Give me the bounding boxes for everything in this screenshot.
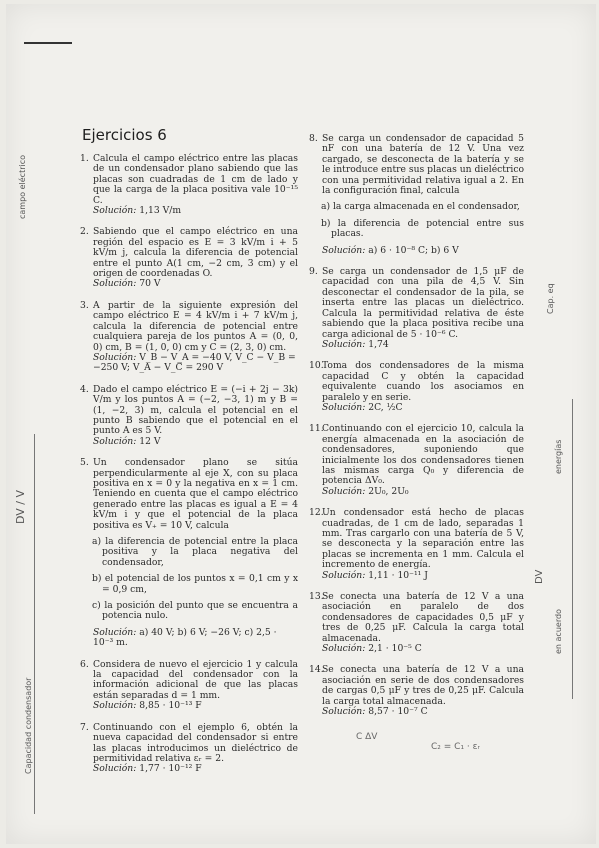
pen-mark xyxy=(24,42,72,44)
handwritten-note: C₂ = C₁ · εᵣ xyxy=(431,742,480,752)
solution-label: Solución: xyxy=(322,485,366,497)
exercise-text: Continuando con el ejemplo 6, obtén la nueva capacidad del condensador si entre las placas introducimos un dieléctrico de permitividad relativa εᵣ = 2. xyxy=(93,721,298,764)
exercise-item xyxy=(309,424,524,497)
exercise-solution xyxy=(322,340,524,350)
solution-value: V_B − V_A = −40 V, V_C − V_B = −250 V; V_A − V_C = 290 V xyxy=(93,351,296,374)
exercise-number: 1. xyxy=(80,153,89,164)
exercise-subitem xyxy=(92,600,298,622)
exercise-number: 10. xyxy=(309,360,324,372)
solution-value: a) 6 · 10⁻⁸ C; b) 6 V xyxy=(368,244,459,256)
solution-label: Solución: xyxy=(93,700,137,712)
exercise-number: 12. xyxy=(309,507,324,519)
exercise-number: 7. xyxy=(80,721,89,733)
handwritten-note: C ΔV xyxy=(356,732,378,742)
solution-label: Solución: xyxy=(93,278,137,290)
exercise-item xyxy=(309,592,524,654)
exercise-subitem xyxy=(321,217,525,240)
exercise-solution xyxy=(322,571,524,581)
solution-value: 1,77 · 10⁻¹² F xyxy=(139,763,202,775)
exercise-number: 4. xyxy=(80,383,89,395)
exercise-item xyxy=(80,723,298,775)
solution-value: 12 V xyxy=(139,435,161,447)
exercise-text: Se conecta una batería de 12 V a una asociación en serie de dos condensadores de cargas 0,5 μF y tres de 0,25 μF. Calcula la carga total almacenada. xyxy=(322,664,524,707)
exercise-text: Se conecta una batería de 12 V a una asociación en paralelo de dos condensadores de capacidades 0,5 μF y tres de 0,25 μF. Calcula la carga total almacenada. xyxy=(322,591,524,644)
exercise-number: 8. xyxy=(309,133,318,144)
exercise-text: Se carga un condensador de capacidad 5 nF con una batería de 12 V. Una vez cargado, se desconecta de la batería y se le introduce entre sus placas un dieléctrico con una permitividad relativa igual a 2. En la configuración final, calcula xyxy=(322,133,524,197)
exercise-text: Un condensador plano se sitúa perpendicularmente al eje X, con su placa positiva en x = 0 y la negativa en x = 1 cm. Teniendo en cuenta que el campo eléctrico generado entre las placas es igual a E = 4 kV/m i y que el potencial de la placa positiva es V₊ = 10 V, calcula xyxy=(93,457,298,531)
subitem-label: a) xyxy=(92,536,102,547)
exercise-item xyxy=(309,134,524,256)
exercise-number: 13. xyxy=(309,591,324,603)
page-title: Ejercicios 6 xyxy=(82,126,167,144)
exercise-solution xyxy=(322,487,524,497)
solution-label: Solución: xyxy=(93,205,137,217)
handwritten-note: en acuerdo xyxy=(554,609,563,654)
solution-label: Solución: xyxy=(322,401,366,413)
solution-label: Solución: xyxy=(322,643,366,655)
exercise-text: Continuando con el ejercicio 10, calcula la energía almacenada en la asociación de condensadores, suponiendo que inicialmente los dos condensadores tienen las mismas carga Q₀ y diferencia de potencia ΔV₀. xyxy=(322,423,524,487)
solution-value: 8,85 · 10⁻¹³ F xyxy=(139,700,202,712)
exercise-text: Considera de nuevo el ejercicio 1 y calcula la capacidad del condensador con la información adicional de que las placas están separadas d = 1 mm. xyxy=(93,658,298,701)
exercise-number: 11. xyxy=(309,423,324,435)
exercise-solution xyxy=(322,403,524,413)
exercise-solution xyxy=(93,206,298,216)
handwritten-note: DV / V xyxy=(14,489,27,524)
exercise-text: Un condensador está hecho de placas cuadradas, de 1 cm de lado, separadas 1 mm. Tras cargarlo con una batería de 5 V, se desconecta y la separación entre las placas se incrementa en 1 mm. Calcula el incremento de energía. xyxy=(322,507,524,571)
solution-label: Solución: xyxy=(93,351,137,363)
exercise-item xyxy=(80,301,298,374)
solution-value: 2,1 · 10⁻⁵ C xyxy=(368,643,422,655)
exercise-solution xyxy=(322,644,524,654)
exercise-item xyxy=(309,665,524,717)
exercise-text: Dado el campo eléctrico E = (−i + 2j − 3k) V/m y los puntos A = (−2, −3, 1) m y B = (1, −2, 3) m, calcula el potencial en el punto B sabiendo que el potencial en el punto A es 5 V. xyxy=(93,383,298,437)
solution-value: a) 40 V; b) 6 V; −26 V; c) 2,5 · 10⁻³ m. xyxy=(93,626,277,649)
exercise-solution xyxy=(93,764,298,774)
exercise-item xyxy=(80,154,298,216)
solution-value: 2U₀, 2U₀ xyxy=(368,485,409,497)
exercise-subitem xyxy=(92,573,299,595)
subitem-label: b) xyxy=(92,573,102,585)
left-column xyxy=(80,154,298,786)
exercise-number: 5. xyxy=(80,457,89,469)
solution-value: 1,13 V/m xyxy=(139,205,182,217)
exercise-solution xyxy=(93,353,298,374)
subitem-text: la carga almacenada en el condensador, xyxy=(332,201,520,213)
exercise-text: Se carga un condensador de 1,5 μF de capacidad con una pila de 4,5 V. Sin desconectar el condensador de la pila, se inserta entre las placas un dieléctrico. Calcula la permitividad relativa de éste sabiendo que la placa positiva recibe una carga adicional de 5 · 10⁻⁶ C. xyxy=(322,266,524,340)
subitem-text: la diferencia de potencial entre la placa positiva y la placa negativa del condensador, xyxy=(102,536,298,568)
exercise-solution xyxy=(93,279,298,289)
exercise-item xyxy=(309,267,524,350)
solution-label: Solución: xyxy=(322,244,366,256)
right-column xyxy=(309,134,524,729)
subitem-label: a) xyxy=(321,201,331,213)
exercise-text: Calcula el campo eléctrico entre las placas de un condensador plano sabiendo que las placas son cuadradas de 1 cm de lado y que la carga de la placa positiva vale 10⁻¹⁵ C. xyxy=(93,153,298,206)
solution-label: Solución: xyxy=(93,626,137,638)
exercise-number: 14. xyxy=(309,664,324,676)
exercise-subitem xyxy=(321,201,524,213)
handwritten-note: Cap. eq xyxy=(546,283,555,314)
exercise-solution xyxy=(93,628,298,649)
exercise-number: 6. xyxy=(80,658,89,670)
solution-value: 2C, ½C xyxy=(368,401,403,413)
exercise-text: Toma dos condensadores de la misma capacidad C y obtén la capacidad equivalente cuando los asociamos en paralelo y en serie. xyxy=(322,360,524,403)
handwritten-note: campo eléctrico xyxy=(18,154,27,219)
exercise-text: Sabiendo que el campo eléctrico en una región del espacio es E = 3 kV/m i + 5 kV/m j, calcula la diferencia de potencial entre el punto A(1 cm, −2 cm, 3 cm) y el origen de coordenadas O. xyxy=(93,226,298,280)
handwritten-note: Capacidad condensador xyxy=(24,677,33,774)
document-sheet xyxy=(6,4,596,844)
exercise-item xyxy=(80,385,298,447)
bracket-line xyxy=(572,399,573,699)
subitem-text: la posición del punto que se encuentra a potencia nulo. xyxy=(102,600,298,622)
subitem-label: b) xyxy=(321,217,331,229)
exercise-solution xyxy=(322,707,524,717)
exercise-item xyxy=(309,361,524,413)
bracket-line xyxy=(34,434,35,814)
exercise-text: A partir de la siguiente expresión del campo eléctrico E = 4 kV/m i + 7 kV/m j, calcula la diferencia de potencial entre cualquiera pareja de los puntos A = (0, 0, 0) cm, B = (1, 0, 0) cm y C = (2, 3, 0) cm. xyxy=(93,299,298,353)
exercise-solution xyxy=(93,701,298,711)
solution-label: Solución: xyxy=(93,435,137,447)
exercise-number: 3. xyxy=(80,299,89,311)
solution-value: 70 V xyxy=(139,278,161,290)
exercise-solution xyxy=(322,246,524,256)
solution-label: Solución: xyxy=(322,338,366,350)
subitem-label: c) xyxy=(92,600,101,612)
solution-label: Solución: xyxy=(93,763,137,775)
solution-value: 1,11 · 10⁻¹¹ J xyxy=(368,569,428,581)
exercise-item xyxy=(80,227,298,289)
exercise-item xyxy=(309,508,524,581)
solution-label: Solución: xyxy=(322,569,366,581)
exercise-item xyxy=(80,458,298,649)
subitem-text: la diferencia de potencial entre sus placas. xyxy=(331,217,525,240)
solution-label: Solución: xyxy=(322,706,366,718)
solution-value: 1,74 xyxy=(368,338,389,350)
subitem-text: el potencial de los puntos x = 0,1 cm y x = 0,9 cm, xyxy=(102,573,299,595)
exercise-subitem xyxy=(92,536,298,568)
handwritten-note: energías xyxy=(554,439,563,474)
exercise-item xyxy=(80,660,298,712)
exercise-number: 2. xyxy=(80,226,89,238)
exercise-number: 9. xyxy=(309,266,318,278)
handwritten-note: DV xyxy=(534,569,545,584)
exercise-solution xyxy=(93,437,298,447)
solution-value: 8,57 · 10⁻⁷ C xyxy=(368,706,428,718)
